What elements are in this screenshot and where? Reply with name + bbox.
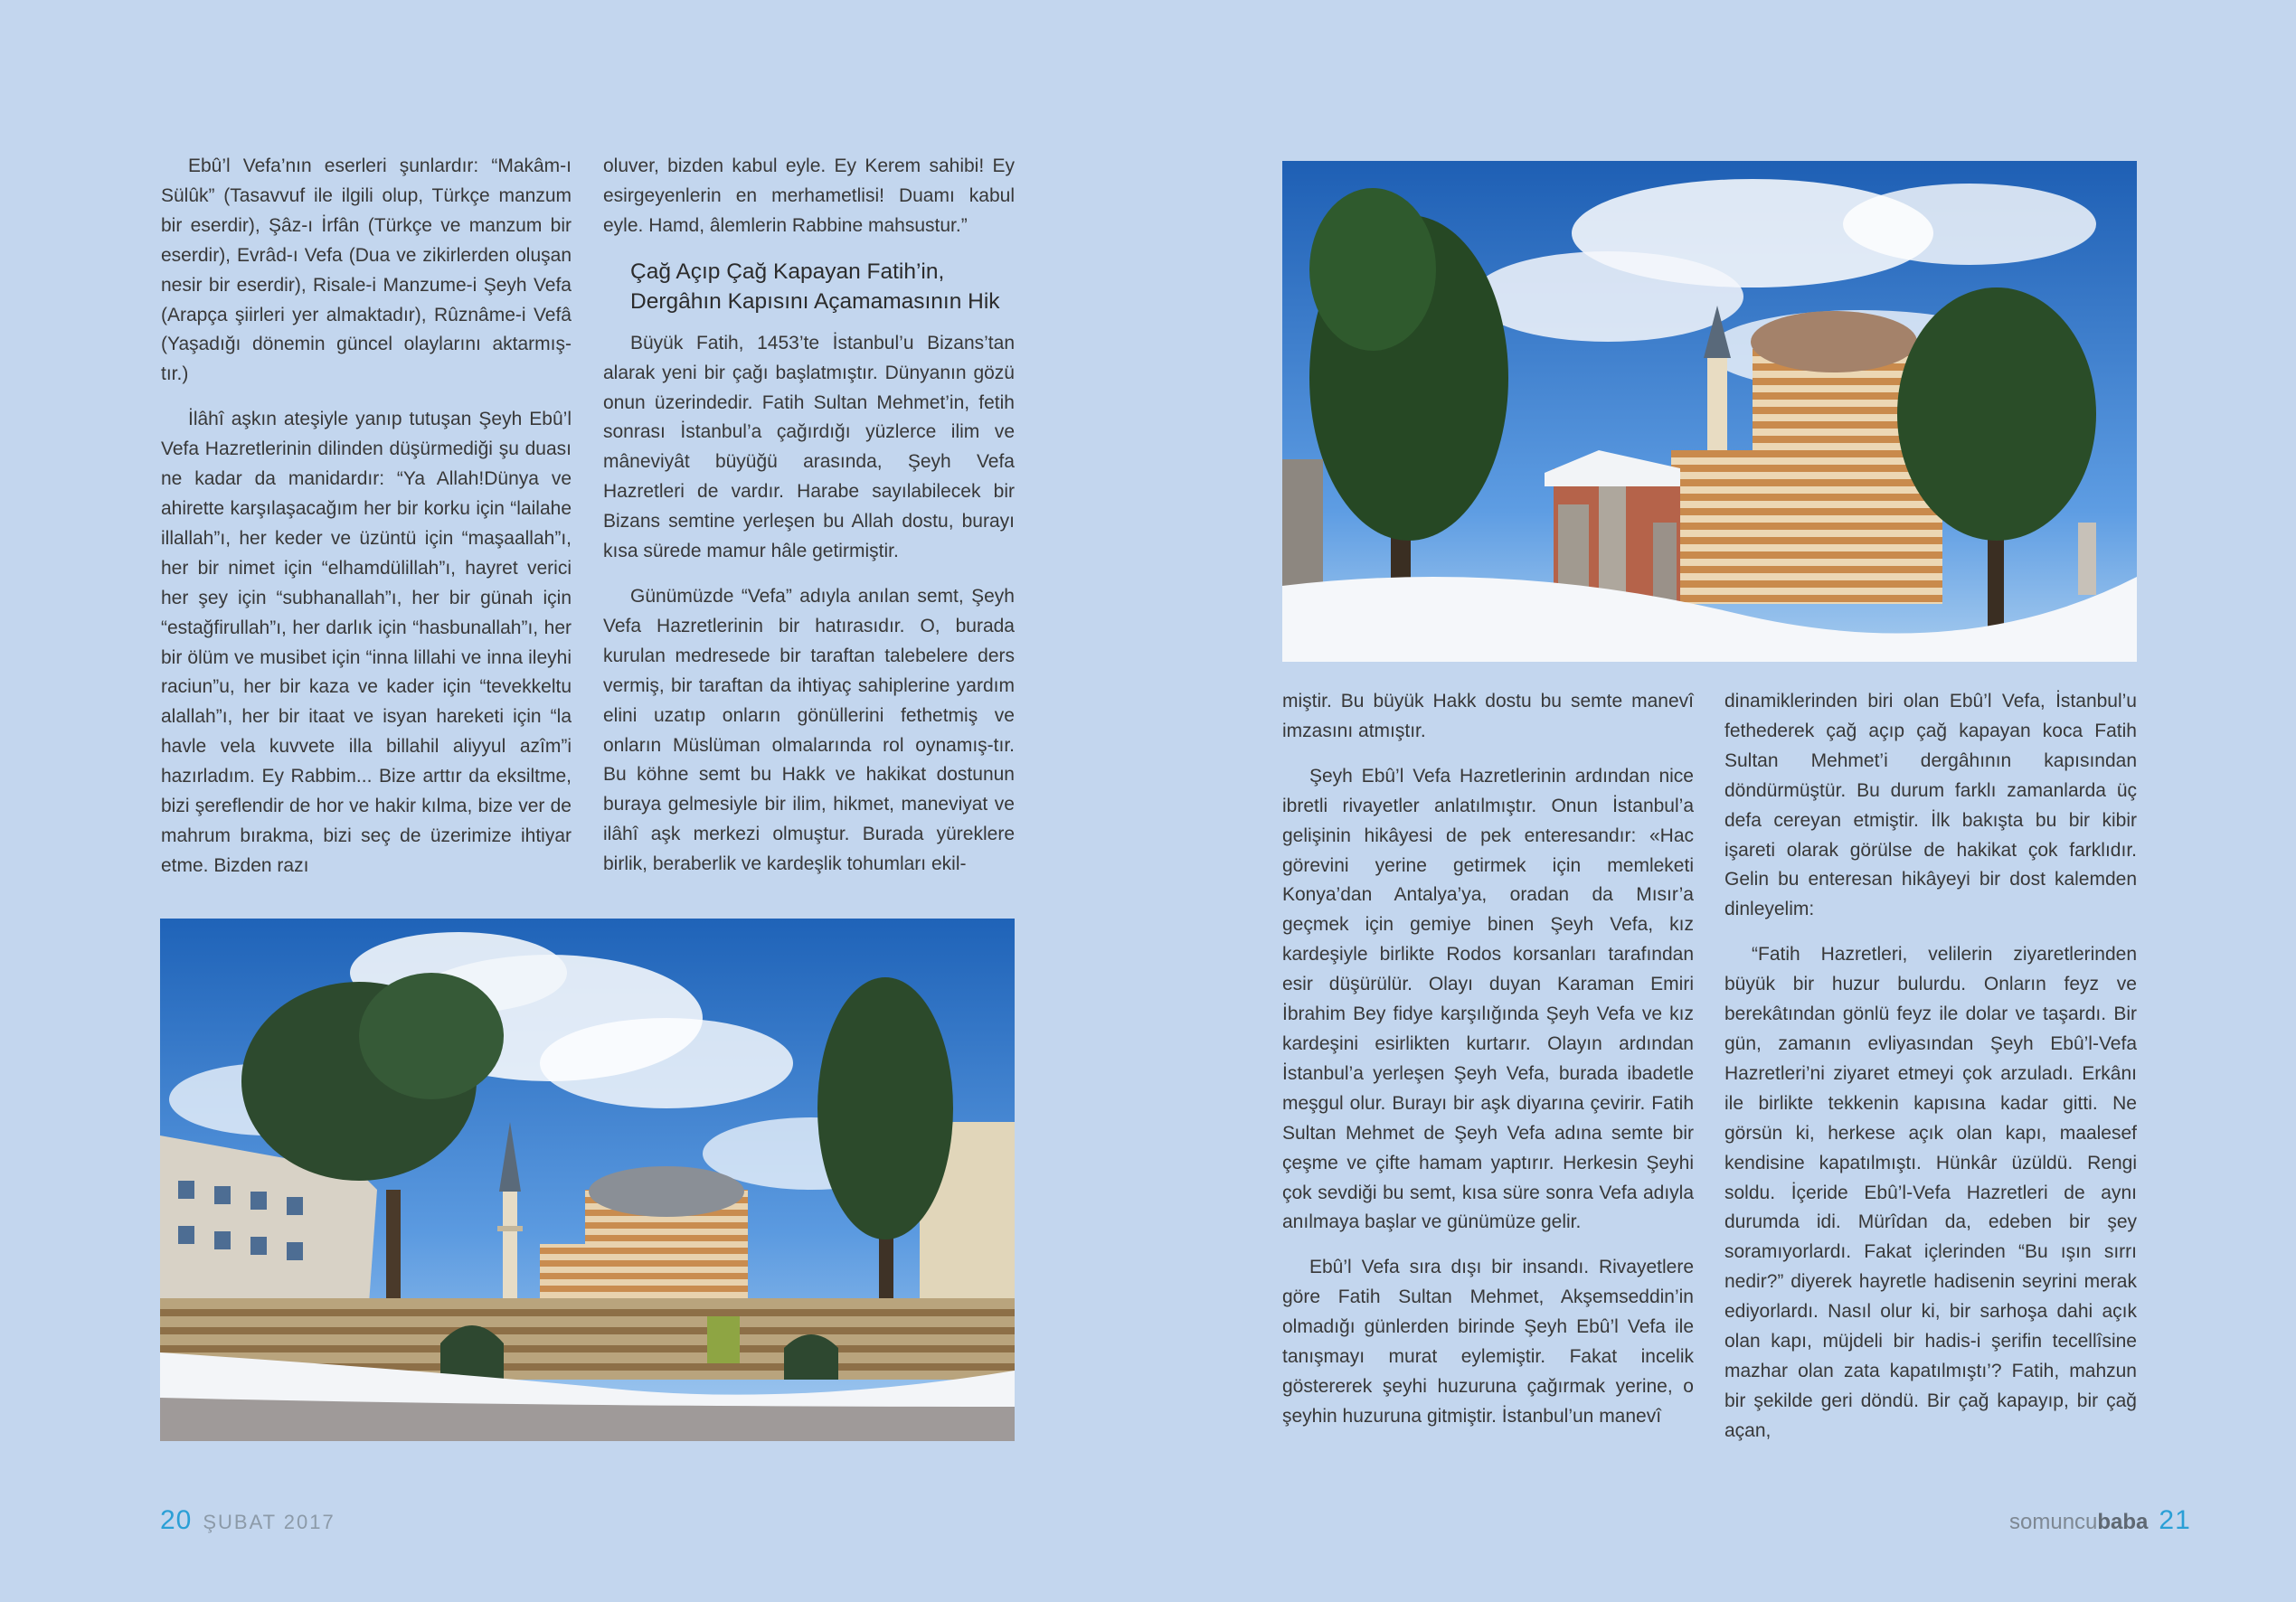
magazine-name: somuncubaba	[2009, 1510, 2149, 1534]
left-column-1	[161, 152, 572, 897]
mosque-snow-photo	[1282, 161, 2137, 662]
paragraph: Ebû’l Vefa’nın eserleri şunlardır: “Makâm-ı Sülûk” (Tasavvuf ile ilgili olup, Türkçe manzum bir eserdir), Şâz-ı İrfân (Türkçe ve manzum bir eserdir), Evrâd-ı Vefa (Dua ve zikirlerden oluşan nesir bir eserdir), Risale-i Manzume-i Şeyh Vefa (Arapça şiirleri yer almaktadır), Rûznâme-i Vefâ (Yaşadığı dönemin güncel olaylarını aktarmış-tır.)	[161, 155, 572, 385]
paragraph: Günümüzde “Vefa” adıyla anılan semt, Şeyh Vefa Hazretlerinin bir hatırasıdır. O, burada kurulan medresede bir taraftan talebelere ders vermiş, bir taraftan da ihtiyaç sahiplerine yardım elini uzatıp onların gönüllerini fethetmiş ve onların Müslüman olmalarında rol oynamış-tır. Bu köhne semt bu Hakk ve hakikat dostunun buraya gelmesiyle bir ilim, hikmet, maneviyat ve ilâhî aşk merkezi olmuştur. Burada yüreklere birlik, beraberlik ve kardeşlik tohumları ekil-	[603, 585, 1015, 875]
paragraph: Şeyh Ebû’l Vefa Hazretlerinin ardından nice ibretli rivayetler anlatılmıştır. Onun İstanbul’a gelişinin hikâyesi de pek enteresandır: «Hac görevini yerine getirmek için memleketi Konya’dan Antalya’ya, oradan da Mısır’a geçmek için gemiye binen Şeyh Vefa, kız kardeşiyle birlikte Rodos korsanları tarafından esir düşürülür. Olayı duyan Karaman Emiri İbrahim Bey fidye karşılığında Şeyh Vefa ve kız kardeşini esirlikten kurtarır. Olayın ardından İstanbul’a yerleşen Şeyh Vefa, burada ibadetle meşgul olur. Burayı bir aşk diyarına çevirir. Fatih Sultan Mehmet de Şeyh Vefa adına semte bir çeşme ve çifte hamam yaptırır. Herkesin Şeyhi çok sevdiği bu semt, kısa süre sonra Vefa adıyla anılmaya başlar ve günümüze gelir.	[1282, 765, 1694, 1233]
page-number: 20	[160, 1505, 193, 1535]
right-column-1	[1282, 687, 1694, 1447]
issue-date: ŞUBAT 2017	[203, 1511, 335, 1533]
paragraph: Büyük Fatih, 1453’te İstanbul’u Bizans’tan alarak yeni bir çağı başlatmıştır. Dünyanın gözü onun üzerindedir. Fatih Sultan Mehmet’in, fetih sonrası İstanbul’a çağırdığı yüzlerce ilim ve mâneviyât büyüğü arasında, Şeyh Vefa Hazretleri de vardır. Harabe sayılabilecek bir Bizans semtine yerleşen bu Allah dostu, burayı kısa sürede mamur hâle getirmiştir.	[603, 332, 1015, 562]
right-column-2	[1724, 687, 2137, 1462]
mosque-exterior-photo	[160, 919, 1015, 1441]
paragraph: “Fatih Hazretleri, velilerin ziyaretlerinden büyük bir huzur bulurdu. Onların feyz ve berekâtından gönlü feyz ile dolar ve taşardı. Bir gün, zamanın evliyasından Şeyh Ebû’l-Vefa Hazretleri’ni ziyaret etmeyi çok arzuladı. Erkânı ile birlikte tekkenin kapısına kadar gitti. Ne görsün ki, herkese açık olan kapı, maalesef kendisine kapatılmıştı. Hünkâr üzüldü. Rengi soldu. İçeride Ebû’l-Vefa Hazretleri de aynı durumda idi. Mürîdan da, edeben bir şey soramıyorlardı. Fakat içlerinden “Bu ışın sırrı nedir?” diyerek hayretle hadisenin seyrini merak ediyorlardı. Nasıl olur ki, bir sarhoşa dahi açık olan kapı, müjdeli bir hadis-i şerifin tecellîsine mazhar olan zata kapatılmıştı’? Fatih, mahzun bir şekilde geri döndü. Bir çağ kapayıp, bir çağ açan,	[1724, 944, 2137, 1441]
section-heading: Çağ Açıp Çağ Kapayan Fatih’in, Dergâhın Kapısını Açamamasının Hik	[630, 259, 1000, 314]
paragraph: oluver, bizden kabul eyle. Ey Kerem sahibi! Ey esirgeyenlerin en merhametlisi! Duamı kabul eyle. Hamd, âlemlerin Rabbine mahsustur.”	[603, 155, 1015, 236]
left-column-2	[603, 152, 1015, 895]
page-number: 21	[2159, 1505, 2191, 1535]
paragraph: İlâhî aşkın ateşiyle yanıp tutuşan Şeyh Ebû’l Vefa Hazretlerinin dilinden düşürmediği şu duası ne kadar da manidardır: “Ya Allah!Dünya ve ahirette karşılaşacağım her bir korku için “lailahe illallah”ı, her keder ve üzüntü için “maşaallah”ı, her bir nimet için “elhamdülillah”ı, hayret verici her şey için “subhanallah”ı, her bir günah için “estağfirullah”ı, her darlık için “hasbunallah”ı, her bir ölüm ve musibet için “inna lillahi ve inna ileyhi raciun”u, her bir kaza ve kader için “tevekkeltu alallah”ı, her bir itaat ve isyan hareketi için “la havle vela kuvvete illa billahil aliyyul azîm”i hazırladım. Ey Rabbim... Bize arttır da eksiltme, bizi şereflendir de hor ve hakir kılma, bize ver de mahrum bırakma, bizi seç de üzerimize ihtiyar etme. Bizden razı	[161, 409, 572, 876]
right-folio	[2009, 1505, 2191, 1536]
paragraph: Ebû’l Vefa sıra dışı bir insandı. Rivayetlere göre Fatih Sultan Mehmet, Akşemseddin’in olmadığı günlerden birinde Şeyh Ebû’l Vefa ile tanışmayı murat eylemiştir. Fakat incelik göstererek şeyhi huzuruna çağırmak yerine, o şeyhin huzuruna gitmiştir. İstanbul’un manevî	[1282, 1257, 1694, 1427]
paragraph: dinamiklerinden biri olan Ebû’l Vefa, İstanbul’u fethederek çağ açıp çağ kapayan koca Fatih Sultan Mehmet’i dergâhının kapısından döndürmüştür. Bu durum farklı zamanlarda üç defa cereyan etmiştir. İlk bakışta bu bir kibir işareti olarak görülse de hakikat çok farklıdır. Gelin bu enteresan hikâyeyi bir dost kalemden dinleyelim:	[1724, 691, 2137, 920]
left-folio	[160, 1505, 335, 1536]
paragraph: miştir. Bu büyük Hakk dostu bu semte manevî imzasını atmıştır.	[1282, 691, 1694, 741]
